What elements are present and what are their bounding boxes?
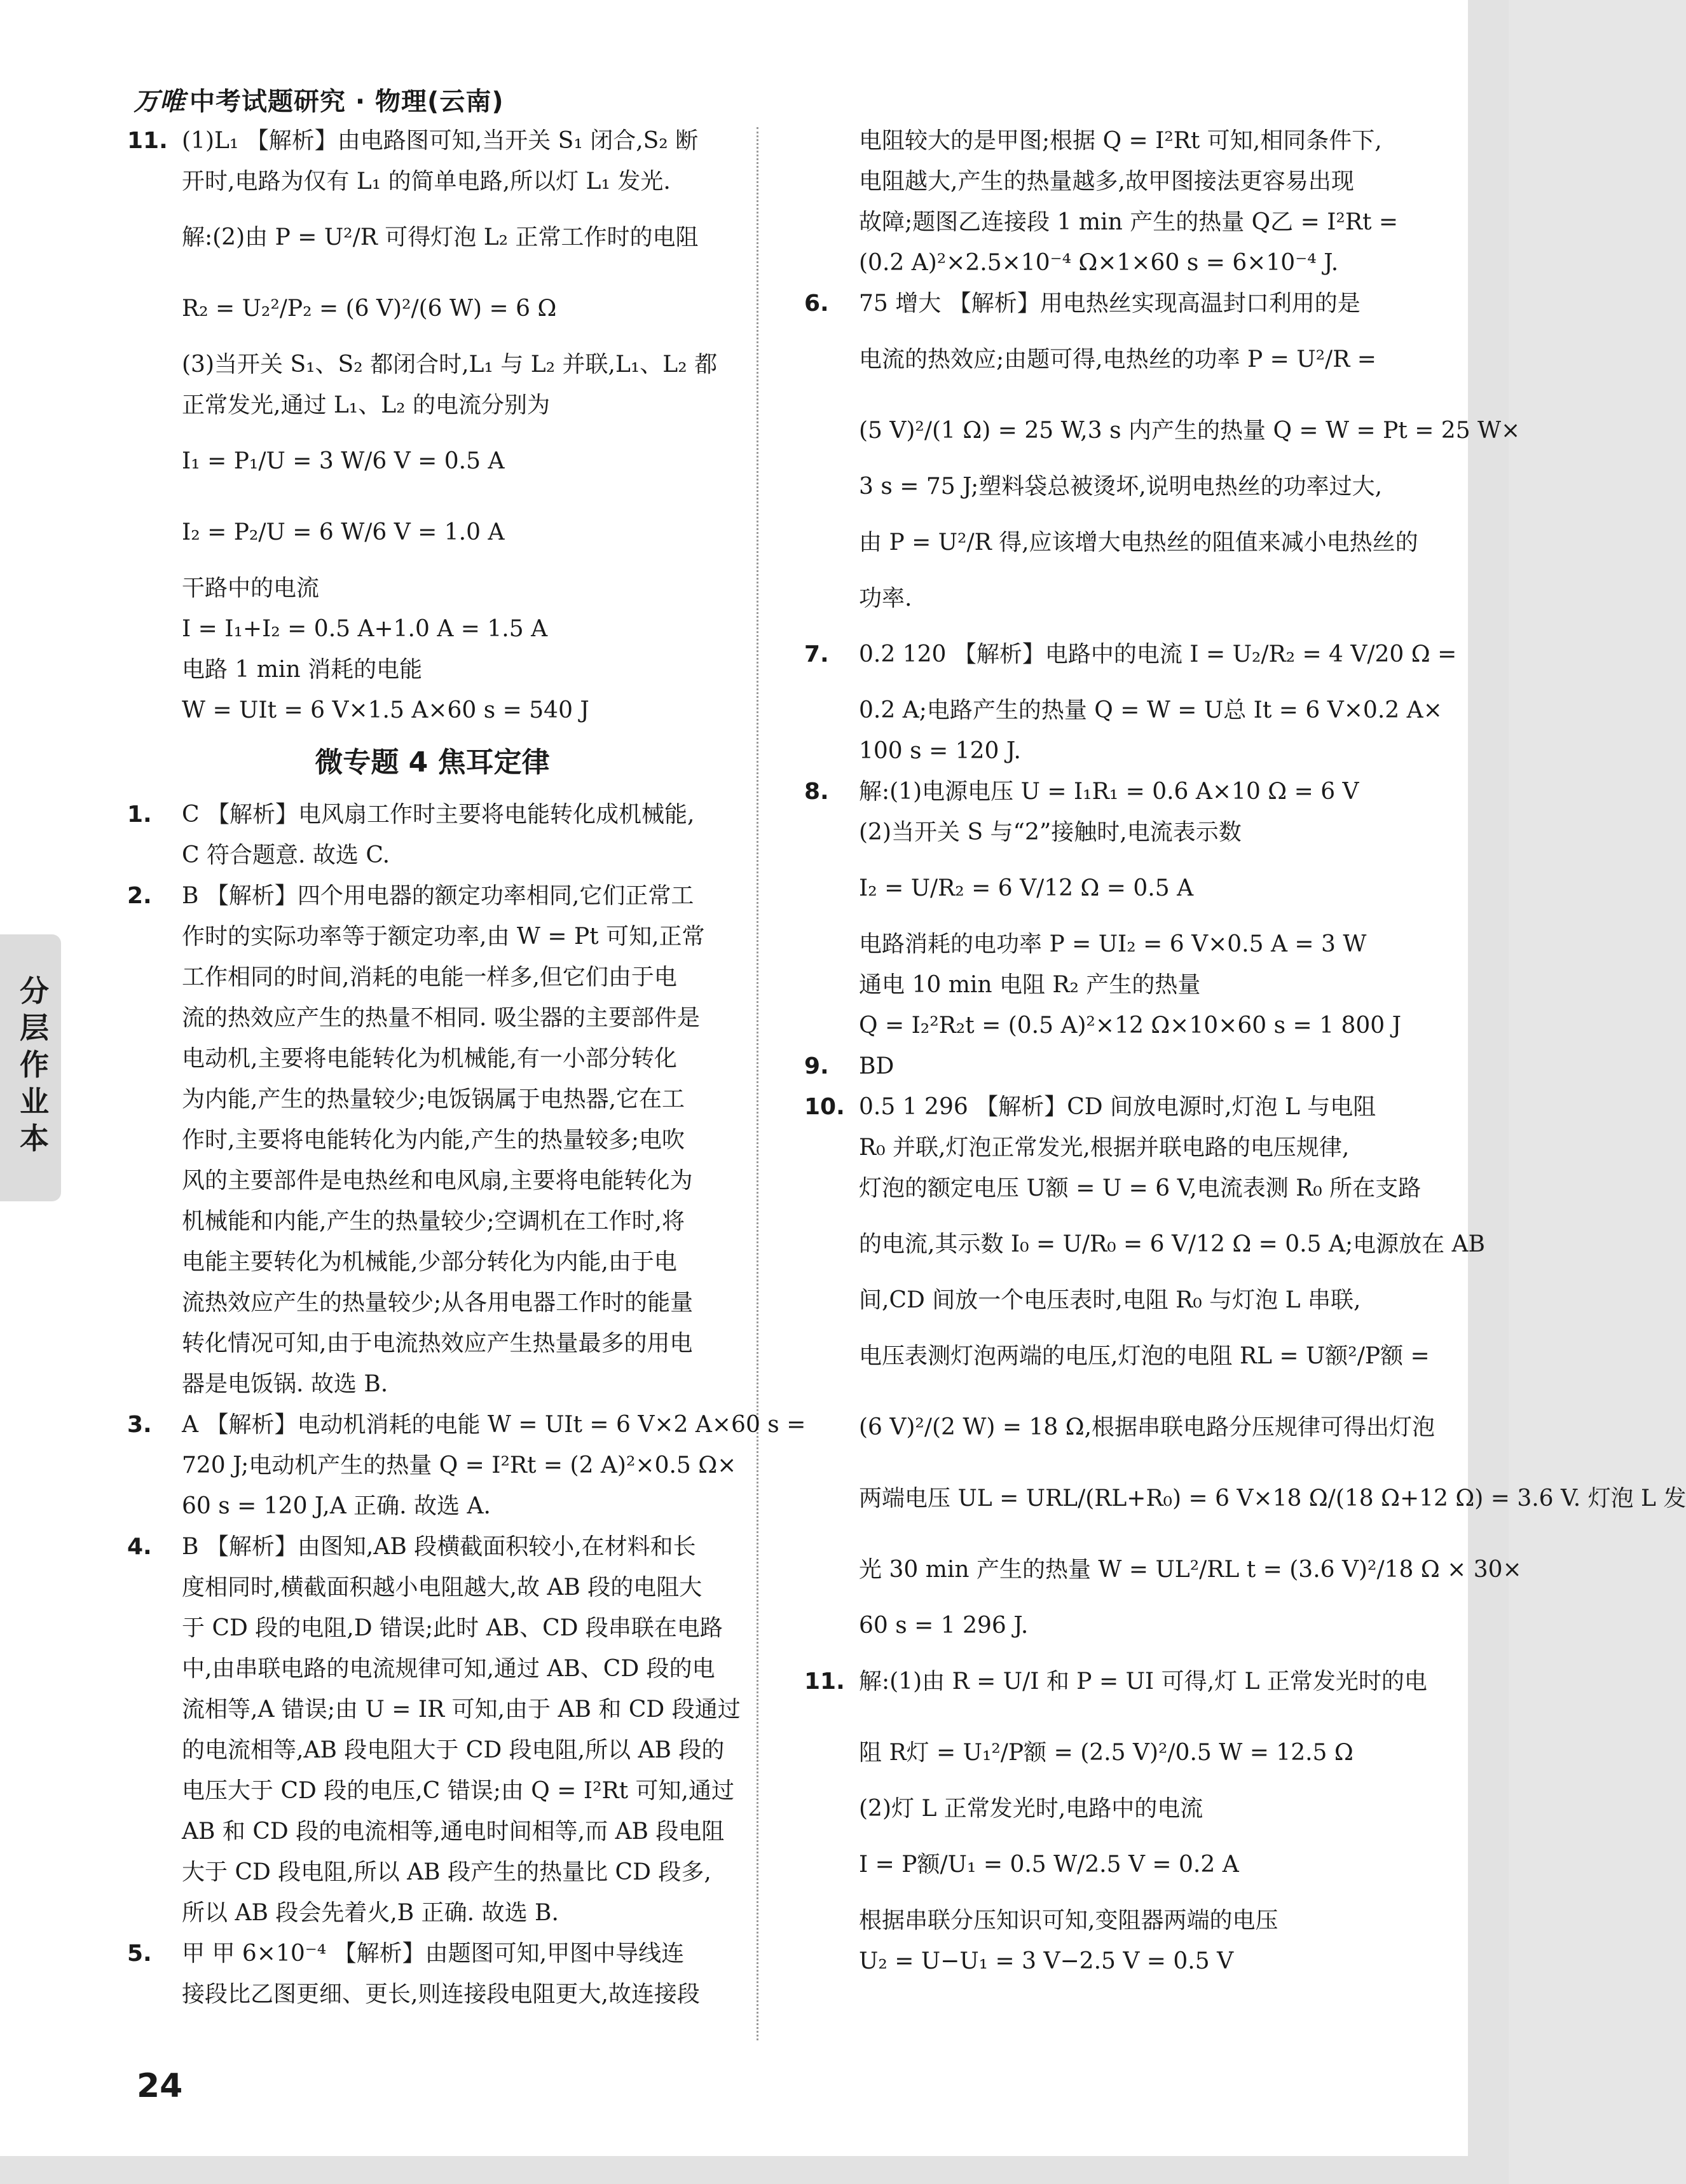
answer-line xyxy=(804,1717,1380,1789)
question-number: 2. xyxy=(127,883,152,909)
answer-line xyxy=(804,1646,1427,1717)
question-number: 3. xyxy=(127,1412,152,1438)
answer-line xyxy=(804,1321,1430,1392)
answer-line xyxy=(127,1934,737,1974)
answer-text: 0.2 A;电路产生的热量 Q = W = U总 It = 6 V×0.2 A× xyxy=(859,697,1443,723)
brand-logo: 万唯 xyxy=(134,87,186,116)
left-answers-top xyxy=(127,121,737,731)
answer-line xyxy=(127,1486,737,1527)
page-edge-bottom xyxy=(0,2156,1509,2184)
answer-line xyxy=(127,957,737,998)
header-title: 中考试题研究 · 物理(云南) xyxy=(189,87,504,116)
answer-line xyxy=(804,731,1380,772)
answer-text: C 符合题意. 故选 C. xyxy=(182,842,390,868)
answer-line xyxy=(804,690,1443,731)
answer-line xyxy=(127,273,737,345)
answer-text: 开时,电路为仅有 L₁ 的简单电路,所以灯 L₁ 发光. xyxy=(182,168,671,195)
answer-text: 度相同时,横截面积越小电阻越大,故 AB 段的电阻大 xyxy=(182,1574,702,1600)
answer-text: 60 s = 1 296 J. xyxy=(859,1613,1029,1639)
answer-text: (2)灯 L 正常发光时,电路中的电流 xyxy=(859,1796,1203,1822)
answer-line xyxy=(127,1201,737,1242)
side-tab-label: 分层作业本 xyxy=(20,974,49,1156)
left-answers-bottom xyxy=(127,795,806,2015)
answer-line xyxy=(127,1120,737,1161)
question-number: 11. xyxy=(804,1669,845,1695)
answer-text: I = I₁+I₂ = 0.5 A+1.0 A = 1.5 A xyxy=(182,616,548,642)
answer-line xyxy=(804,243,1380,283)
answer-text: 流相等,A 错误;由 U = IR 可知,由于 AB 和 CD 段通过 xyxy=(182,1696,741,1723)
answer-text: 干路中的电流 xyxy=(182,575,320,601)
answer-text: 转化情况可知,由于电流热效应产生热量最多的用电 xyxy=(182,1330,693,1356)
answer-text: C 【解析】电风扇工作时主要将电能转化成机械能, xyxy=(182,802,695,828)
answer-text: (1)L₁ 【解析】由电路图可知,当开关 S₁ 闭合,S₂ 断 xyxy=(182,128,699,154)
right-column xyxy=(804,121,1686,1982)
answer-line xyxy=(127,161,737,202)
answer-text: I₁ = P₁/U = 3 W/6 V = 0.5 A xyxy=(182,448,505,474)
answer-text: 光 30 min 产生的热量 W = UL²/RL t = (3.6 V)²/18 Ω × 30× xyxy=(859,1557,1522,1583)
answer-text: 所以 AB 段会先着火,B 正确. 故选 B. xyxy=(182,1900,559,1926)
answer-text: 电流的热效应;由题可得,电热丝的功率 P = U²/R = xyxy=(859,346,1376,372)
answer-line xyxy=(127,835,737,876)
answer-line xyxy=(127,1445,737,1486)
answer-text: 通电 10 min 电阻 R₂ 产生的热量 xyxy=(859,972,1201,998)
answer-text: 电能主要转化为机械能,少部分转化为内能,由于电 xyxy=(182,1249,677,1275)
answer-text: 720 J;电动机产生的热量 Q = I²Rt = (2 A)²×0.5 Ω× xyxy=(182,1452,737,1478)
answer-text: 电路消耗的电功率 P = UI₂ = 6 V×0.5 A = 3 W xyxy=(859,931,1367,957)
answer-text: 两端电压 UL = URL/(RL+R₀) = 6 V×18 Ω/(18 Ω+12 Ω) = 3.6 V. 灯泡 L 发 xyxy=(859,1485,1686,1512)
answer-text: B 【解析】由图知,AB 段横截面积较小,在材料和长 xyxy=(182,1534,696,1560)
answer-line xyxy=(127,1649,737,1689)
answer-line xyxy=(127,690,737,731)
answer-line xyxy=(804,1941,1380,1982)
answer-text: 作时的实际功率等于额定功率,由 W = Pt 可知,正常 xyxy=(182,924,705,950)
answer-text: 故障;题图乙连接段 1 min 产生的热量 Q乙 = I²Rt = xyxy=(859,209,1399,235)
question-number: 1. xyxy=(127,802,152,828)
answer-line xyxy=(127,1852,737,1893)
answer-text: BD xyxy=(859,1053,894,1079)
answer-line xyxy=(127,1974,737,2015)
answer-line xyxy=(127,1323,737,1364)
section-title: 微专题 4 焦耳定律 xyxy=(315,746,550,779)
answer-text: 工作相同的时间,消耗的电能一样多,但它们由于电 xyxy=(182,964,677,990)
answer-text: 正常发光,通过 L₁、L₂ 的电流分别为 xyxy=(182,392,551,418)
answer-line xyxy=(804,1209,1485,1280)
answer-text: (5 V)²/(1 Ω) = 25 W,3 s 内产生的热量 Q = W = Pt = 25 W× xyxy=(859,418,1521,444)
answer-text: I = P额/U₁ = 0.5 W/2.5 V = 0.2 A xyxy=(859,1852,1239,1878)
answer-text: (0.2 A)²×2.5×10⁻⁴ Ω×1×60 s = 6×10⁻⁴ J. xyxy=(859,250,1339,276)
answer-line xyxy=(127,998,737,1039)
answer-line xyxy=(804,507,1418,578)
question-number: 7. xyxy=(804,641,829,667)
answer-line xyxy=(804,924,1380,965)
answer-text: 间,CD 间放一个电压表时,电阻 R₀ 与灯泡 L 串联, xyxy=(859,1287,1361,1313)
answer-line xyxy=(127,1608,737,1649)
column-divider xyxy=(757,127,758,2040)
answer-text: 作时,主要将电能转化为内能,产生的热量较多;电吹 xyxy=(182,1127,685,1153)
answer-line xyxy=(804,1128,1380,1168)
answer-text: 阻 R灯 = U₁²/P额 = (2.5 V)²/0.5 W = 12.5 Ω xyxy=(859,1740,1354,1766)
answer-line xyxy=(127,795,737,835)
answer-line xyxy=(127,1364,737,1405)
answer-line xyxy=(804,1606,1380,1646)
answer-line xyxy=(127,345,737,385)
answer-text: 为内能,产生的热量较少;电饭锅属于电热器,它在工 xyxy=(182,1086,685,1112)
page-edge-right xyxy=(1468,0,1509,2184)
answer-line xyxy=(804,1829,1380,1901)
question-number: 6. xyxy=(804,290,829,317)
answer-line xyxy=(127,1079,737,1120)
answer-line xyxy=(804,812,1380,853)
answer-text: 3 s = 75 J;塑料袋总被烫坏,说明电热丝的功率过大, xyxy=(859,474,1383,500)
answer-text: (3)当开关 S₁、S₂ 都闭合时,L₁ 与 L₂ 并联,L₁、L₂ 都 xyxy=(182,351,718,378)
answer-text: 大于 CD 段电阻,所以 AB 段产生的热量比 CD 段多, xyxy=(182,1859,711,1885)
answer-line xyxy=(127,1527,737,1567)
answer-text: 中,由串联电路的电流规律可知,通过 AB、CD 段的电 xyxy=(182,1656,715,1682)
page-number: 24 xyxy=(137,2067,183,2105)
answer-line xyxy=(804,578,1380,619)
question-number: 5. xyxy=(127,1941,152,1967)
answer-line xyxy=(127,609,737,650)
answer-line xyxy=(804,161,1380,202)
answer-line xyxy=(127,1771,737,1812)
answer-text: 60 s = 120 J,A 正确. 故选 A. xyxy=(182,1493,491,1519)
answer-line xyxy=(127,1283,737,1323)
answer-text: 器是电饭锅. 故选 B. xyxy=(182,1371,388,1397)
question-number: 11. xyxy=(127,128,168,154)
answer-line xyxy=(804,1046,1380,1087)
answer-line xyxy=(804,324,1380,395)
answer-line xyxy=(804,1087,1380,1128)
answer-text: (6 V)²/(2 W) = 18 Ω,根据串联电路分压规律可得出灯泡 xyxy=(859,1414,1436,1440)
answer-text: 电阻较大的是甲图;根据 Q = I²Rt 可知,相同条件下, xyxy=(859,128,1382,154)
answer-text: 功率. xyxy=(859,585,912,611)
answer-line xyxy=(127,1242,737,1283)
left-column xyxy=(127,121,806,2015)
answer-line xyxy=(804,853,1380,924)
answer-text: B 【解析】四个用电器的额定功率相同,它们正常工 xyxy=(182,883,694,909)
answer-line xyxy=(804,965,1380,1006)
answer-text: 100 s = 120 J. xyxy=(859,738,1021,764)
answer-text: 的电流相等,AB 段电阻大于 CD 段电阻,所以 AB 段的 xyxy=(182,1737,725,1763)
answer-text: (2)当开关 S 与“2”接触时,电流表示数 xyxy=(859,819,1242,845)
answer-text: 根据串联分压知识可知,变阻器两端的电压 xyxy=(859,1908,1278,1934)
answer-text: I₂ = U/R₂ = 6 V/12 Ω = 0.5 A xyxy=(859,875,1194,901)
answer-line xyxy=(127,1161,737,1201)
answer-line xyxy=(804,1392,1436,1463)
answer-text: 电压大于 CD 段的电压,C 错误;由 Q = I²Rt 可知,通过 xyxy=(182,1778,734,1804)
answer-line xyxy=(127,121,737,161)
question-number: 9. xyxy=(804,1053,829,1079)
question-number: 8. xyxy=(804,779,829,805)
answer-line xyxy=(127,1812,737,1852)
answer-text: 电阻越大,产生的热量越多,故甲图接法更容易出现 xyxy=(859,168,1354,195)
answer-text: R₂ = U₂²/P₂ = (6 V)²/(6 W) = 6 Ω xyxy=(182,296,557,322)
answer-line xyxy=(804,1463,1686,1534)
answer-line xyxy=(804,772,1380,812)
answer-text: 解:(1)电源电压 U = I₁R₁ = 0.6 A×10 Ω = 6 V xyxy=(859,779,1359,805)
answer-text: 流的热效应产生的热量不相同. 吸尘器的主要部件是 xyxy=(182,1005,700,1031)
answer-text: 75 增大 【解析】用电热丝实现高温封口利用的是 xyxy=(859,290,1360,317)
question-number: 10. xyxy=(804,1094,845,1120)
answer-line xyxy=(804,283,1380,324)
answer-text: AB 和 CD 段的电流相等,通电时间相等,而 AB 段电阻 xyxy=(182,1819,725,1845)
answer-line xyxy=(804,395,1521,467)
question-number: 4. xyxy=(127,1534,152,1560)
answer-line xyxy=(127,1039,737,1079)
answer-text: W = UIt = 6 V×1.5 A×60 s = 540 J xyxy=(182,697,589,723)
answer-line xyxy=(127,202,737,273)
right-answers xyxy=(804,121,1686,1982)
answer-text: 灯泡的额定电压 U额 = U = 6 V,电流表测 R₀ 所在支路 xyxy=(859,1175,1422,1201)
answer-line xyxy=(127,876,737,917)
answer-text: 风的主要部件是电热丝和电风扇,主要将电能转化为 xyxy=(182,1168,693,1194)
answer-line xyxy=(804,1789,1380,1829)
answer-line xyxy=(804,467,1383,507)
answer-text: 电动机,主要将电能转化为机械能,有一小部分转化 xyxy=(182,1046,677,1072)
answer-line xyxy=(127,1689,741,1730)
answer-line xyxy=(804,619,1457,690)
answer-line xyxy=(804,121,1380,161)
answer-line xyxy=(127,1405,806,1445)
running-header xyxy=(134,81,504,118)
answer-line xyxy=(804,1168,1422,1209)
answer-text: Q = I₂²R₂t = (0.5 A)²×12 Ω×10×60 s = 1 800 J xyxy=(859,1013,1402,1039)
answer-text: 由 P = U²/R 得,应该增大电热丝的阻值来减小电热丝的 xyxy=(859,529,1418,556)
answer-text: 0.2 120 【解析】电路中的电流 I = U₂/R₂ = 4 V/20 Ω = xyxy=(859,641,1457,667)
answer-line xyxy=(804,1006,1402,1046)
answer-text: R₀ 并联,灯泡正常发光,根据并联电路的电压规律, xyxy=(859,1135,1350,1161)
answer-text: 接段比乙图更细、更长,则连接段电阻更大,故连接段 xyxy=(182,1981,700,2007)
answer-line xyxy=(127,568,737,609)
answer-line xyxy=(127,650,737,690)
answer-text: U₂ = U−U₁ = 3 V−2.5 V = 0.5 V xyxy=(859,1948,1234,1974)
answer-text: 甲 甲 6×10⁻⁴ 【解析】由题图可知,甲图中导线连 xyxy=(182,1941,685,1967)
answer-line xyxy=(804,1901,1380,1941)
answer-line xyxy=(127,1730,737,1771)
answer-line xyxy=(127,385,737,426)
answer-text: 0.5 1 296 【解析】CD 间放电源时,灯泡 L 与电阻 xyxy=(859,1094,1376,1120)
answer-line xyxy=(127,917,737,957)
answer-line xyxy=(127,426,737,497)
answer-text: I₂ = P₂/U = 6 W/6 V = 1.0 A xyxy=(182,519,505,545)
answer-line xyxy=(127,497,737,568)
answer-text: 电压表测灯泡两端的电压,灯泡的电阻 RL = U额²/P额 = xyxy=(859,1343,1430,1369)
answer-text: 解:(1)由 R = U/I 和 P = UI 可得,灯 L 正常发光时的电 xyxy=(859,1669,1427,1695)
answer-line xyxy=(804,1280,1380,1321)
answer-text: 于 CD 段的电阻,D 错误;此时 AB、CD 段串联在电路 xyxy=(182,1615,723,1641)
answer-line xyxy=(804,202,1399,243)
answer-line xyxy=(127,1567,737,1608)
answer-line xyxy=(127,1893,737,1934)
answer-text: 机械能和内能,产生的热量较少;空调机在工作时,将 xyxy=(182,1208,685,1234)
answer-text: 电路 1 min 消耗的电能 xyxy=(182,657,423,683)
answer-text: 的电流,其示数 I₀ = U/R₀ = 6 V/12 Ω = 0.5 A;电源放在 AB xyxy=(859,1231,1485,1257)
answer-text: A 【解析】电动机消耗的电能 W = UIt = 6 V×2 A×60 s = xyxy=(182,1412,806,1438)
answer-line xyxy=(804,1534,1522,1606)
answer-text: 流热效应产生的热量较少;从各用电器工作时的能量 xyxy=(182,1290,694,1316)
answer-text: 解:(2)由 P = U²/R 可得灯泡 L₂ 正常工作时的电阻 xyxy=(182,224,699,250)
